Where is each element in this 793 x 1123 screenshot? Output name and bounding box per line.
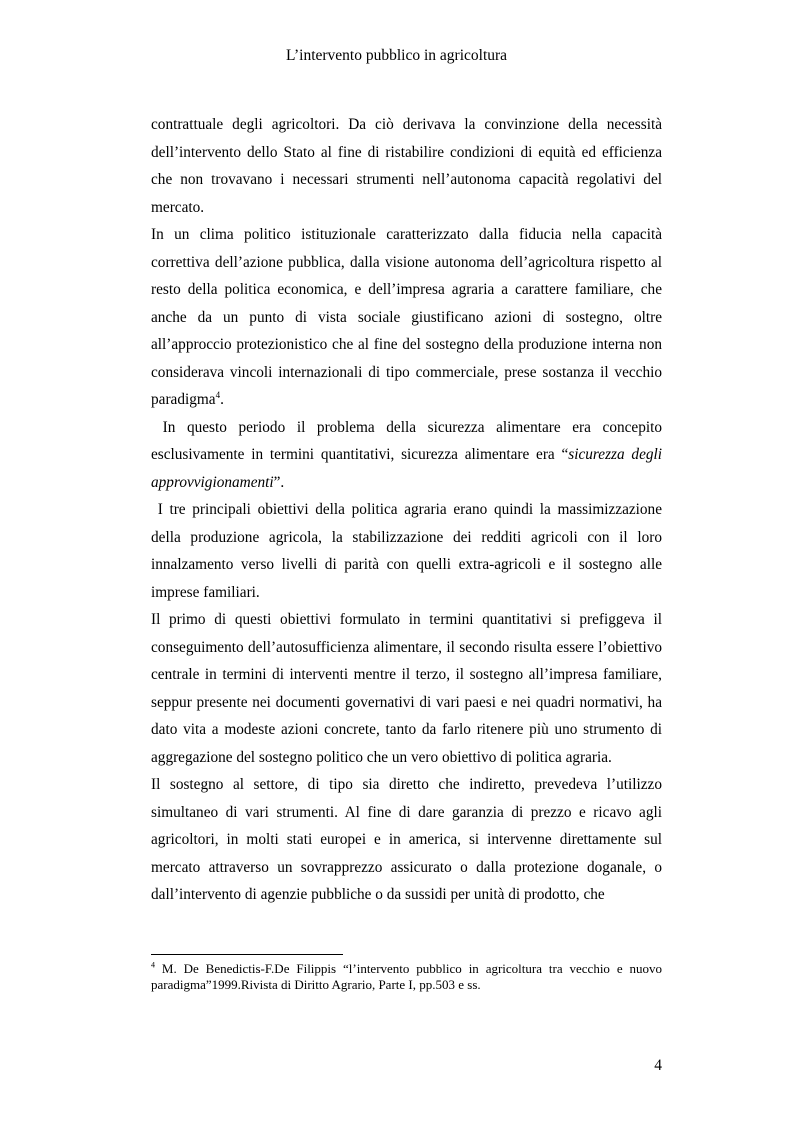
paragraph: contrattuale degli agricoltori. Da ciò derivava la convinzione della necessità dell’intervento dello Stato al fine di ristabilire condizioni di equità ed efficienza che non trovavano i necessari strumenti nell’autonoma capacità regolativi del mercato.: [151, 116, 662, 216]
body-text: [151, 111, 662, 909]
paragraph: Il primo di questi obiettivi formulato in termini quantitativi si prefiggeva il conseguimento dell’autosufficienza alimentare, il secondo risulta essere l’obiettivo centrale in termini di interventi mentre il terzo, il sostegno all’impresa familiare, seppur presente nei documenti governativi di vari paesi e nei quadri normativi, ha dato vita a modeste azioni concrete, tanto da farlo ritenere più uno strumento di aggregazione del sostegno politico che un vero obiettivo di politica agraria.: [151, 611, 662, 766]
footnote: [151, 961, 662, 993]
paragraph: [151, 496, 662, 606]
header-title: L’intervento pubblico in agricoltura: [285, 47, 508, 64]
paragraph: [151, 221, 662, 414]
paragraph-text: In un clima politico istituzionale caratterizzato dalla fiducia nella capacità correttiva dell’azione pubblica, dalla visione autonoma dell’agricoltura rispetto al resto della politica economica, e dell’impresa agraria a carattere familiare, che anche da un punto di vista sociale giustificano azioni di sostegno, oltre all’approccio protezionistico che al fine del sostegno della produzione interna non considerava vincoli internazionali di tipo commerciale, prese sostanza il vecchio paradigma: [151, 226, 662, 408]
footnote-reference[interactable]: 4: [215, 389, 221, 400]
paragraph-text: I tre principali obiettivi della politica agraria erano quindi la massimizzazione della produzione agricola, la stabilizzazione dei redditi agricoli con il loro innalzamento verso livelli di parità con quelli extra-agricoli e il sostegno alle imprese familiari.: [151, 501, 662, 601]
footnote-text: M. De Benedictis-F.De Filippis “l’intervento pubblico in agricoltura tra vecchio e nuovo paradigma”1999.Rivista di Diritto Agrario, Parte I, pp.503 e ss.: [151, 961, 662, 992]
footnote-separator: [151, 954, 343, 955]
paragraph: Il sostegno al settore, di tipo sia diretto che indiretto, prevedeva l’utilizzo simultaneo di vari strumenti. Al fine di dare garanzia di prezzo e ricavo agli agricoltori, in molti stati europei e in america, si intervenne direttamente sul mercato attraverso un sovrapprezzo assicurato o dalla protezione doganale, o dall’intervento di agenzie pubbliche o da sussidi per unità di prodotto, che: [151, 776, 662, 903]
page-number: 4: [654, 1057, 662, 1074]
footnote-number: 4: [151, 960, 155, 970]
paragraph-text: In questo periodo il problema della sicurezza alimentare era concepito esclusivamente in termini quantitativi, sicurezza alimentare era “: [151, 418, 662, 463]
paragraph-italic-text: sicurezza degli approvvigionamenti: [151, 446, 663, 491]
paragraph-text-end: .: [220, 391, 224, 408]
paragraph: [151, 414, 662, 497]
running-header: [0, 47, 793, 65]
paragraph-text-end: ”.: [273, 473, 285, 491]
